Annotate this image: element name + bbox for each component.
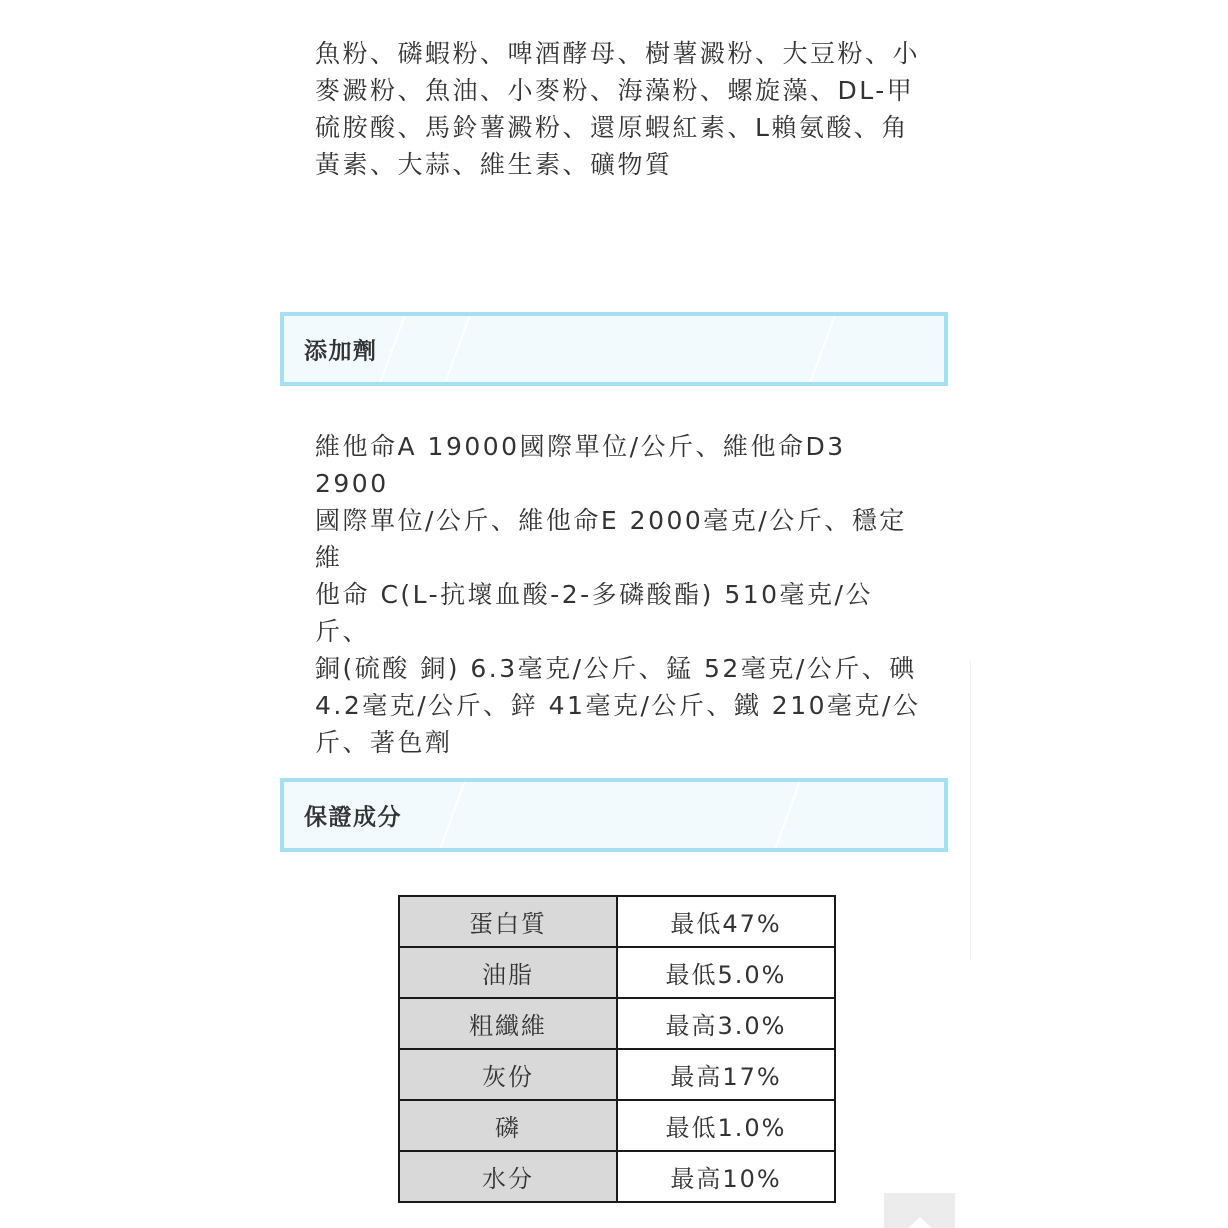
nutrient-value-cell: 最高10% [617,1151,835,1202]
header-stripe-decoration [767,778,803,852]
ingredients-text: 魚粉、磷蝦粉、啤酒酵母、樹薯澱粉、大豆粉、小 麥澱粉、魚油、小麥粉、海藻粉、螺旋藻、DL-甲 硫胺酸、馬鈴薯澱粉、還原蝦紅素、L賴氨酸、角 黃素、大蒜、維生素、礦物質 [315,39,921,179]
additives-text: 維他命A 19000國際單位/公斤、維他命D3 2900 國際單位/公斤、維他命E 2000毫克/公斤、穩定維 他命 C(L-抗壞血酸-2-多磷酸酯) 510毫克/公斤、 銅(硫酸 銅) 6.3毫克/公斤、錳 52毫克/公斤、碘 4.2毫克/公斤、鋅 41毫克/公斤、鐵 210毫克/公 斤、著色劑 [315,432,921,757]
table-row [399,998,835,1049]
divider-line [970,660,971,960]
scroll-to-top-button[interactable] [884,1193,955,1228]
nutrient-name-cell: 磷 [399,1100,617,1151]
nutrient-name-cell: 粗纖維 [399,998,617,1049]
nutrient-value-cell: 最高17% [617,1049,835,1100]
table-row [399,1049,835,1100]
analysis-table-body [399,896,835,1202]
nutrient-value-cell: 最低5.0% [617,947,835,998]
nutrient-name-cell: 油脂 [399,947,617,998]
table-row [399,896,835,947]
table-row [399,1151,835,1202]
guarantee-heading: 保證成分 [304,804,402,831]
additives-heading: 添加劑 [304,338,378,365]
header-stripe-decoration [432,778,468,852]
header-stripe-decoration [802,312,838,386]
chevron-up-icon [907,1217,933,1228]
additives-section-header [280,312,948,386]
guaranteed-analysis-table [398,895,836,1203]
header-stripe-decoration [437,312,473,386]
guarantee-section-header [280,778,948,852]
nutrient-name-cell: 水分 [399,1151,617,1202]
nutrient-value-cell: 最高3.0% [617,998,835,1049]
nutrient-name-cell: 蛋白質 [399,896,617,947]
nutrient-value-cell: 最低47% [617,896,835,947]
table-row [399,1100,835,1151]
nutrient-name-cell: 灰份 [399,1049,617,1100]
table-row [399,947,835,998]
nutrient-value-cell: 最低1.0% [617,1100,835,1151]
